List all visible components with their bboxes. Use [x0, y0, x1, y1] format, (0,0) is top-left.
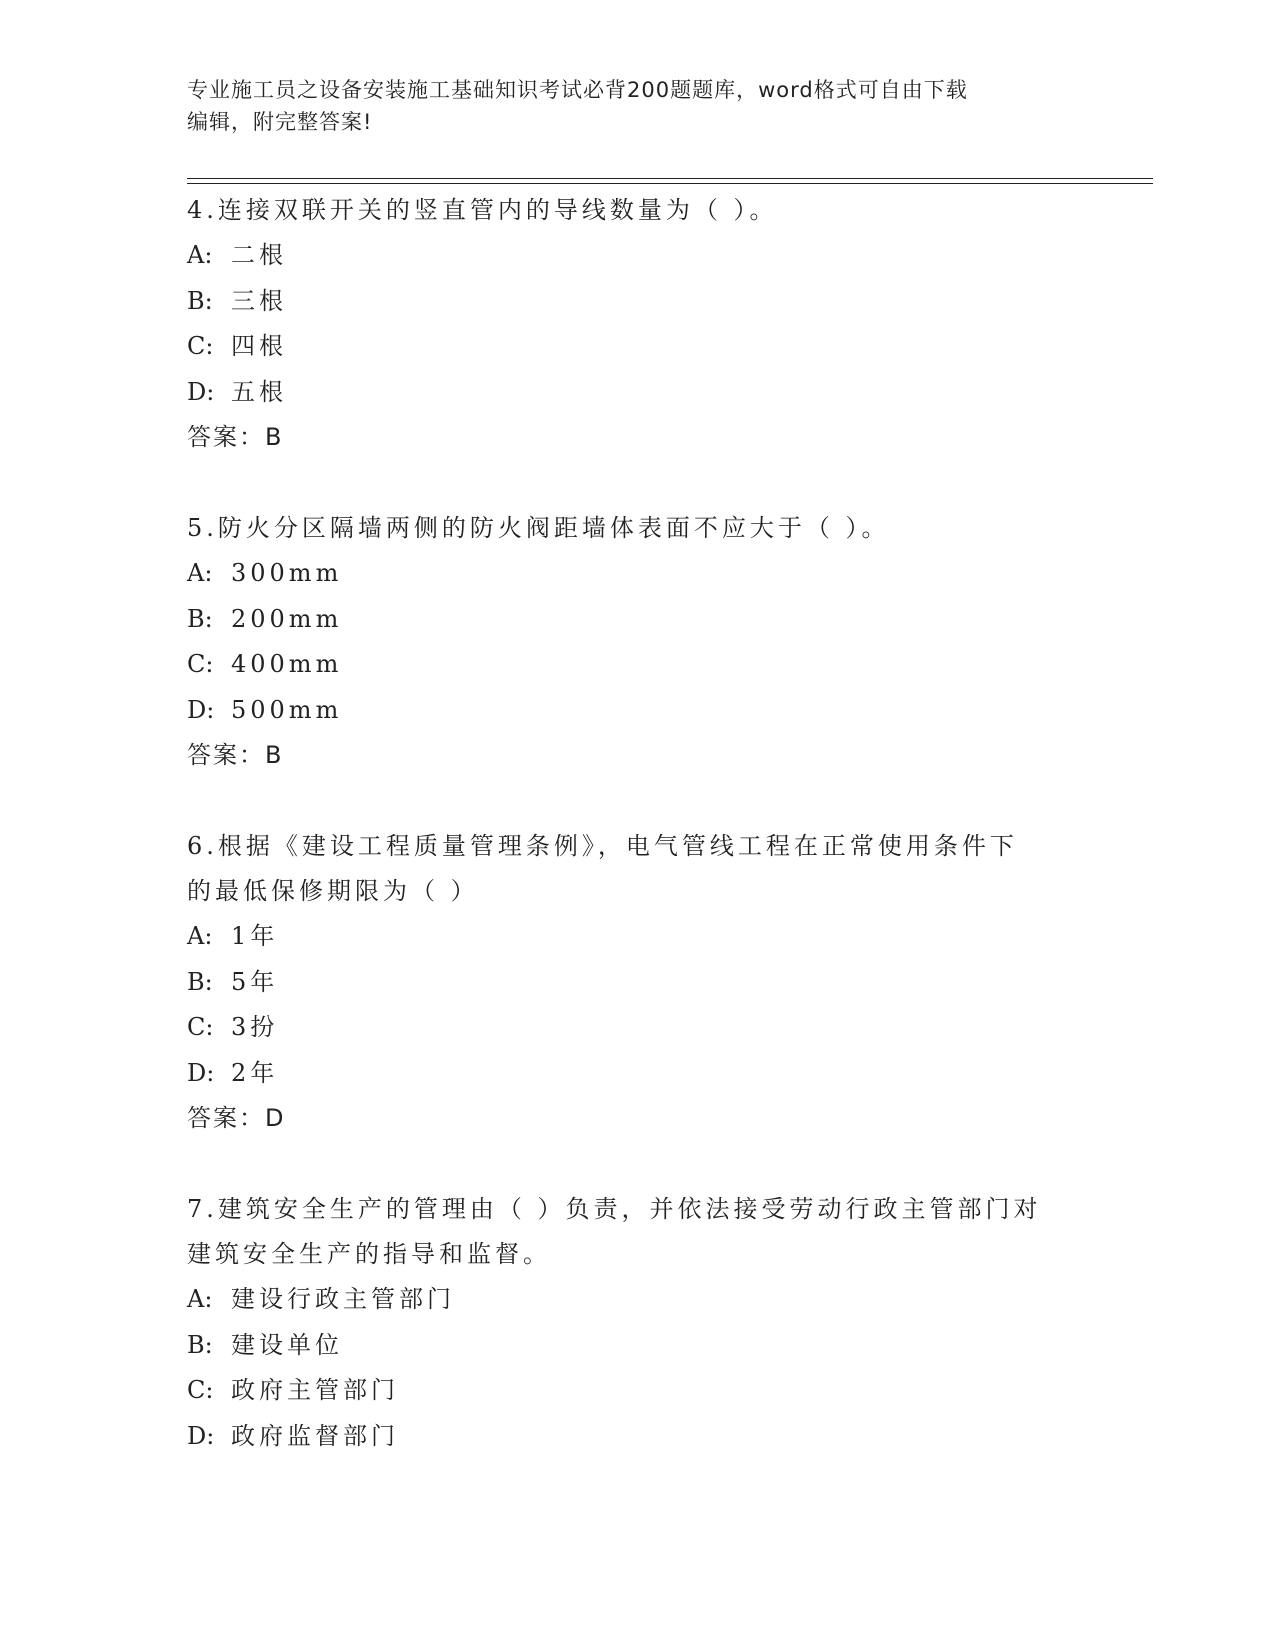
- option-text: 四根: [231, 332, 287, 360]
- option-label: B:: [187, 1330, 213, 1359]
- option-label: C:: [187, 650, 214, 678]
- option-c: [187, 1368, 1087, 1414]
- header-divider-bottom: [187, 183, 1153, 184]
- option-c: [187, 642, 1087, 688]
- option-label: D:: [187, 377, 215, 406]
- option-text: 500mm: [231, 695, 343, 724]
- option-b: [187, 597, 1087, 643]
- document-header: [187, 74, 1087, 138]
- option-label: C:: [187, 1376, 214, 1404]
- answer: 答案：B: [187, 423, 284, 451]
- header-divider-top: [187, 178, 1153, 179]
- option-label: C:: [187, 1013, 214, 1041]
- question-text: 7.建筑安全生产的管理由（ ）负责，并依法接受劳动行政主管部门对: [187, 1195, 1042, 1223]
- option-text: 三根: [231, 286, 287, 315]
- question-text-continued: 建筑安全生产的指导和监督。: [187, 1240, 551, 1268]
- option-text: 五根: [231, 377, 287, 406]
- option-b: [187, 960, 1087, 1006]
- option-text: 200mm: [231, 604, 343, 633]
- option-text: 1年: [231, 922, 279, 950]
- option-label: D:: [187, 695, 215, 724]
- option-label: B:: [187, 604, 213, 633]
- question-7: [187, 1187, 1087, 1459]
- spacer: [187, 777, 1087, 824]
- option-a: [187, 233, 1087, 279]
- option-label: A:: [187, 559, 213, 587]
- option-b: [187, 1323, 1087, 1369]
- option-c: [187, 324, 1087, 370]
- question-text: 4.连接双联开关的竖直管内的导线数量为（ ）。: [187, 196, 778, 224]
- answer: 答案：D: [187, 1104, 286, 1132]
- option-label: B:: [187, 967, 213, 996]
- question-6: [187, 824, 1087, 1140]
- question-5: [187, 506, 1087, 777]
- answer: 答案：B: [187, 741, 284, 769]
- spacer: [187, 1140, 1087, 1187]
- option-d: [187, 1414, 1087, 1460]
- header-line-2: 编辑，附完整答案!: [187, 110, 373, 134]
- option-d: [187, 370, 1087, 416]
- spacer: [187, 459, 1087, 506]
- option-text: 建设行政主管部门: [231, 1285, 455, 1313]
- option-c: [187, 1005, 1087, 1051]
- question-text: 6.根据《建设工程质量管理条例》，电气管线工程在正常使用条件下: [187, 832, 1018, 860]
- option-b: [187, 279, 1087, 325]
- option-text: 二根: [231, 241, 287, 269]
- option-d: [187, 1051, 1087, 1097]
- option-text: 300mm: [231, 559, 343, 587]
- option-a: [187, 1277, 1087, 1323]
- question-list: [187, 188, 1087, 1459]
- option-text: 建设单位: [231, 1330, 343, 1359]
- option-label: D:: [187, 1058, 215, 1087]
- option-label: A:: [187, 1285, 213, 1313]
- option-label: A:: [187, 922, 213, 950]
- option-text: 2年: [231, 1058, 279, 1087]
- option-d: [187, 688, 1087, 734]
- question-text: 5.防火分区隔墙两侧的防火阀距墙体表面不应大于（ ）。: [187, 514, 890, 542]
- option-a: [187, 914, 1087, 960]
- option-label: A:: [187, 241, 213, 269]
- option-text: 3扮: [231, 1013, 279, 1041]
- option-text: 5年: [231, 967, 279, 996]
- option-label: C:: [187, 332, 214, 360]
- option-label: D:: [187, 1421, 215, 1450]
- question-text-continued: 的最低保修期限为（ ）: [187, 877, 479, 905]
- option-label: B:: [187, 286, 213, 315]
- option-a: [187, 551, 1087, 597]
- option-text: 政府主管部门: [231, 1376, 399, 1404]
- question-4: [187, 188, 1087, 459]
- header-line-1: 专业施工员之设备安装施工基础知识考试必背200题题库，word格式可自由下载: [187, 78, 968, 102]
- option-text: 400mm: [231, 650, 343, 678]
- option-text: 政府监督部门: [231, 1421, 399, 1450]
